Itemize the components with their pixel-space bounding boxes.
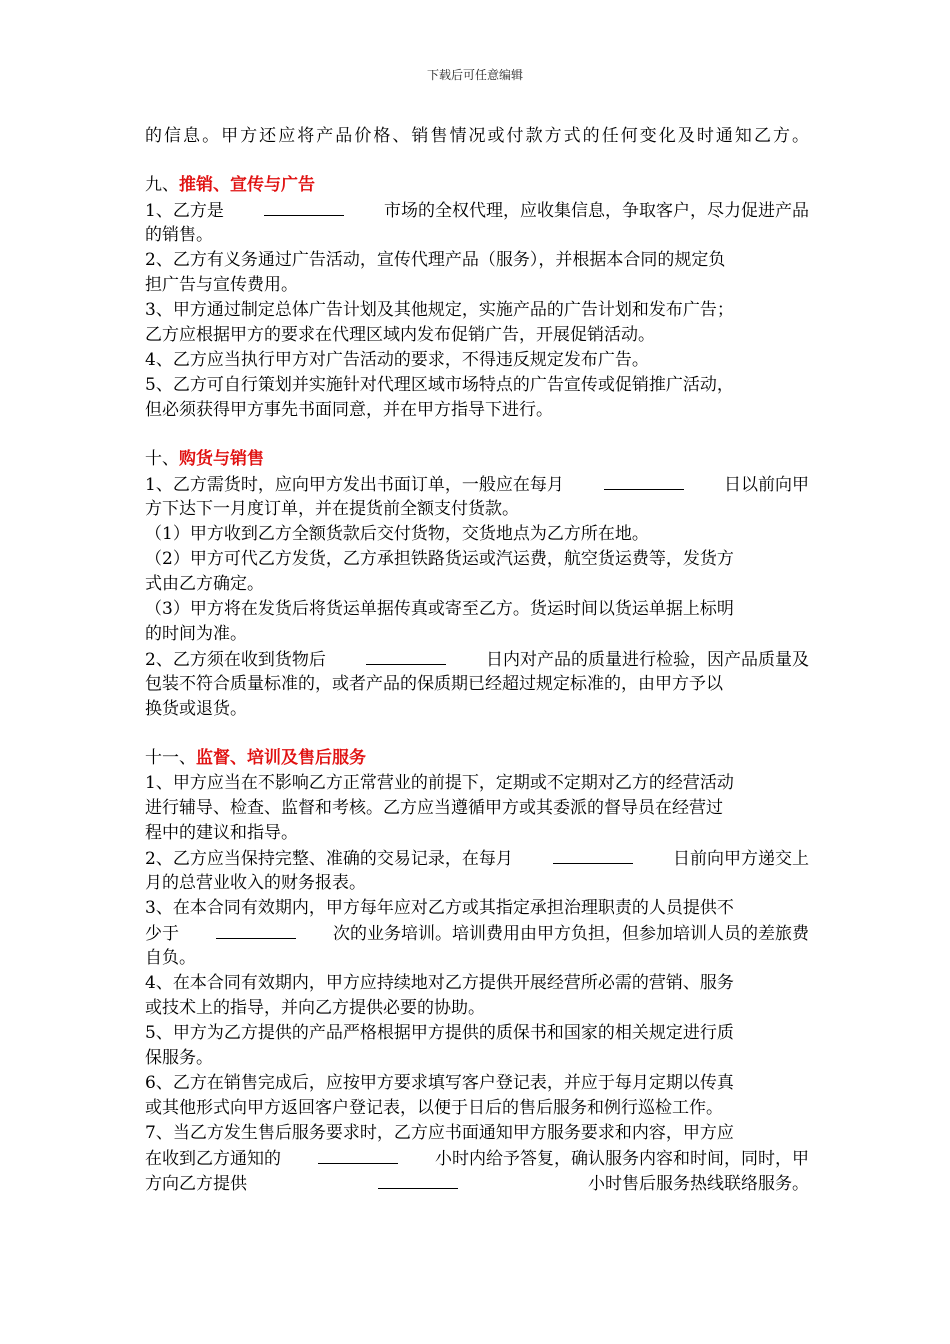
text-segment: 日内对产品的质量进行检验，因产品质量及	[485, 650, 809, 670]
text-line: 4、乙方应当执行甲方对广告活动的要求，不得违反规定发布广告。	[145, 350, 649, 370]
fill-in-blank[interactable]	[366, 647, 446, 665]
text-line: 进行辅导、检查、监督和考核。乙方应当遵循甲方或其委派的督导员在经营过	[145, 798, 723, 818]
text-line: 3、在本合同有效期内，甲方每年应对乙方或其指定承担治理职责的人员提供不	[145, 898, 734, 918]
text-line: 的时间为准。	[145, 624, 247, 644]
section-heading-9	[145, 173, 809, 198]
text-segment: 1、乙方需货时，应向甲方发出书面订单，一般应在每月	[145, 475, 564, 495]
text-segment: 次的业务培训。培训费用由甲方负担，但参加培训人员的差旅费	[333, 924, 809, 944]
text-line: 或技术上的指导，并向乙方提供必要的协助。	[145, 998, 485, 1018]
text-line: 乙方应根据甲方的要求在代理区域内发布促销广告，开展促销活动。	[145, 325, 655, 345]
text-line: 包装不符合质量标准的，或者产品的保质期已经超过规定标准的，由甲方予以	[145, 674, 723, 694]
text-line: 1、甲方应当在不影响乙方正常营业的前提下，定期或不定期对乙方的经营活动	[145, 773, 734, 793]
text-line: 程中的建议和指导。	[145, 823, 298, 843]
text-line: 换货或退货。	[145, 699, 247, 719]
text-segment: 日前向甲方递交上	[672, 849, 809, 869]
text-line: 3、甲方通过制定总体广告计划及其他规定，实施产品的广告计划和发布广告；	[145, 300, 734, 320]
text-segment: 小时内给予答复，确认服务内容和时间，同时，甲	[435, 1149, 809, 1169]
section-number: 十、	[145, 449, 179, 469]
text-segment: 日以前向甲	[723, 475, 809, 495]
section-9-body	[145, 198, 809, 423]
text-line: 式由乙方确定。	[145, 574, 264, 594]
text-segment: 方向乙方提供	[145, 1174, 247, 1194]
text-line: 的销售。	[145, 225, 213, 245]
fill-in-blank[interactable]	[264, 198, 344, 216]
section-heading-11	[145, 746, 809, 771]
section-title: 推销、宣传与广告	[179, 175, 315, 195]
section-heading-10	[145, 447, 809, 472]
text-line: 4、在本合同有效期内，甲方应持续地对乙方提供开展经营所必需的营销、服务	[145, 973, 734, 993]
fill-in-blank[interactable]	[604, 472, 684, 490]
section-number: 九、	[145, 175, 179, 195]
text-line	[145, 921, 809, 946]
text-line	[145, 846, 809, 871]
section-10-body	[145, 472, 809, 722]
text-line: 方下达下一月度订单，并在提货前全额支付货款。	[145, 499, 519, 519]
text-line	[145, 198, 809, 223]
text-line: （3）甲方将在发货后将货运单据传真或寄至乙方。货运时间以货运单据上标明	[145, 599, 734, 619]
text-line: 6、乙方在销售完成后，应按甲方要求填写客户登记表，并应于每月定期以传真	[145, 1073, 734, 1093]
text-line: 担广告与宣传费用。	[145, 275, 298, 295]
text-line: 月的总营业收入的财务报表。	[145, 873, 366, 893]
section-title: 购货与销售	[179, 449, 264, 469]
text-line: 5、乙方可自行策划并实施针对代理区域市场特点的广告宣传或促销推广活动，	[145, 375, 734, 395]
text-segment: 市场的全权代理，应收集信息，争取客户，尽力促进产品	[383, 201, 809, 221]
text-segment: 在收到乙方通知的	[145, 1149, 281, 1169]
text-segment: 2、乙方须在收到货物后	[145, 650, 326, 670]
fill-in-blank[interactable]	[216, 921, 296, 939]
text-segment: 小时售后服务热线联络服务。	[588, 1174, 809, 1194]
fill-in-blank[interactable]	[553, 846, 633, 864]
text-segment: 2、乙方应当保持完整、准确的交易记录，在每月	[145, 849, 513, 869]
text-line	[145, 472, 809, 497]
text-line: 保服务。	[145, 1048, 213, 1068]
text-segment: 1、乙方是	[145, 201, 224, 221]
text-line	[145, 1171, 809, 1196]
intro-line: 的信息。甲方还应将产品价格、销售情况或付款方式的任何变化及时通知乙方。	[145, 126, 809, 146]
text-line	[145, 647, 809, 672]
text-line: 但必须获得甲方事先书面同意，并在甲方指导下进行。	[145, 400, 553, 420]
text-line: 7、当乙方发生售后服务要求时，乙方应书面通知甲方服务要求和内容，甲方应	[145, 1123, 734, 1143]
section-title: 监督、培训及售后服务	[196, 748, 366, 768]
document-body	[145, 124, 809, 1196]
text-line: （1）甲方收到乙方全额货款后交付货物，交货地点为乙方所在地。	[145, 524, 649, 544]
fill-in-blank[interactable]	[318, 1146, 398, 1164]
page-header: 下载后可任意编辑	[426, 68, 523, 82]
text-segment: 少于	[145, 924, 179, 944]
text-line: （2）甲方可代乙方发货，乙方承担铁路货运或汽运费，航空货运费等，发货方	[145, 549, 734, 569]
section-11-body	[145, 771, 809, 1196]
fill-in-blank[interactable]	[378, 1171, 458, 1189]
text-line	[145, 1146, 809, 1171]
section-number: 十一、	[145, 748, 196, 768]
text-line: 2、乙方有义务通过广告活动，宣传代理产品（服务），并根据本合同的规定负	[145, 250, 726, 270]
text-line: 自负。	[145, 948, 196, 968]
text-line: 或其他形式向甲方返回客户登记表，以便于日后的售后服务和例行巡检工作。	[145, 1098, 723, 1118]
text-line: 5、甲方为乙方提供的产品严格根据甲方提供的质保书和国家的相关规定进行质	[145, 1023, 734, 1043]
